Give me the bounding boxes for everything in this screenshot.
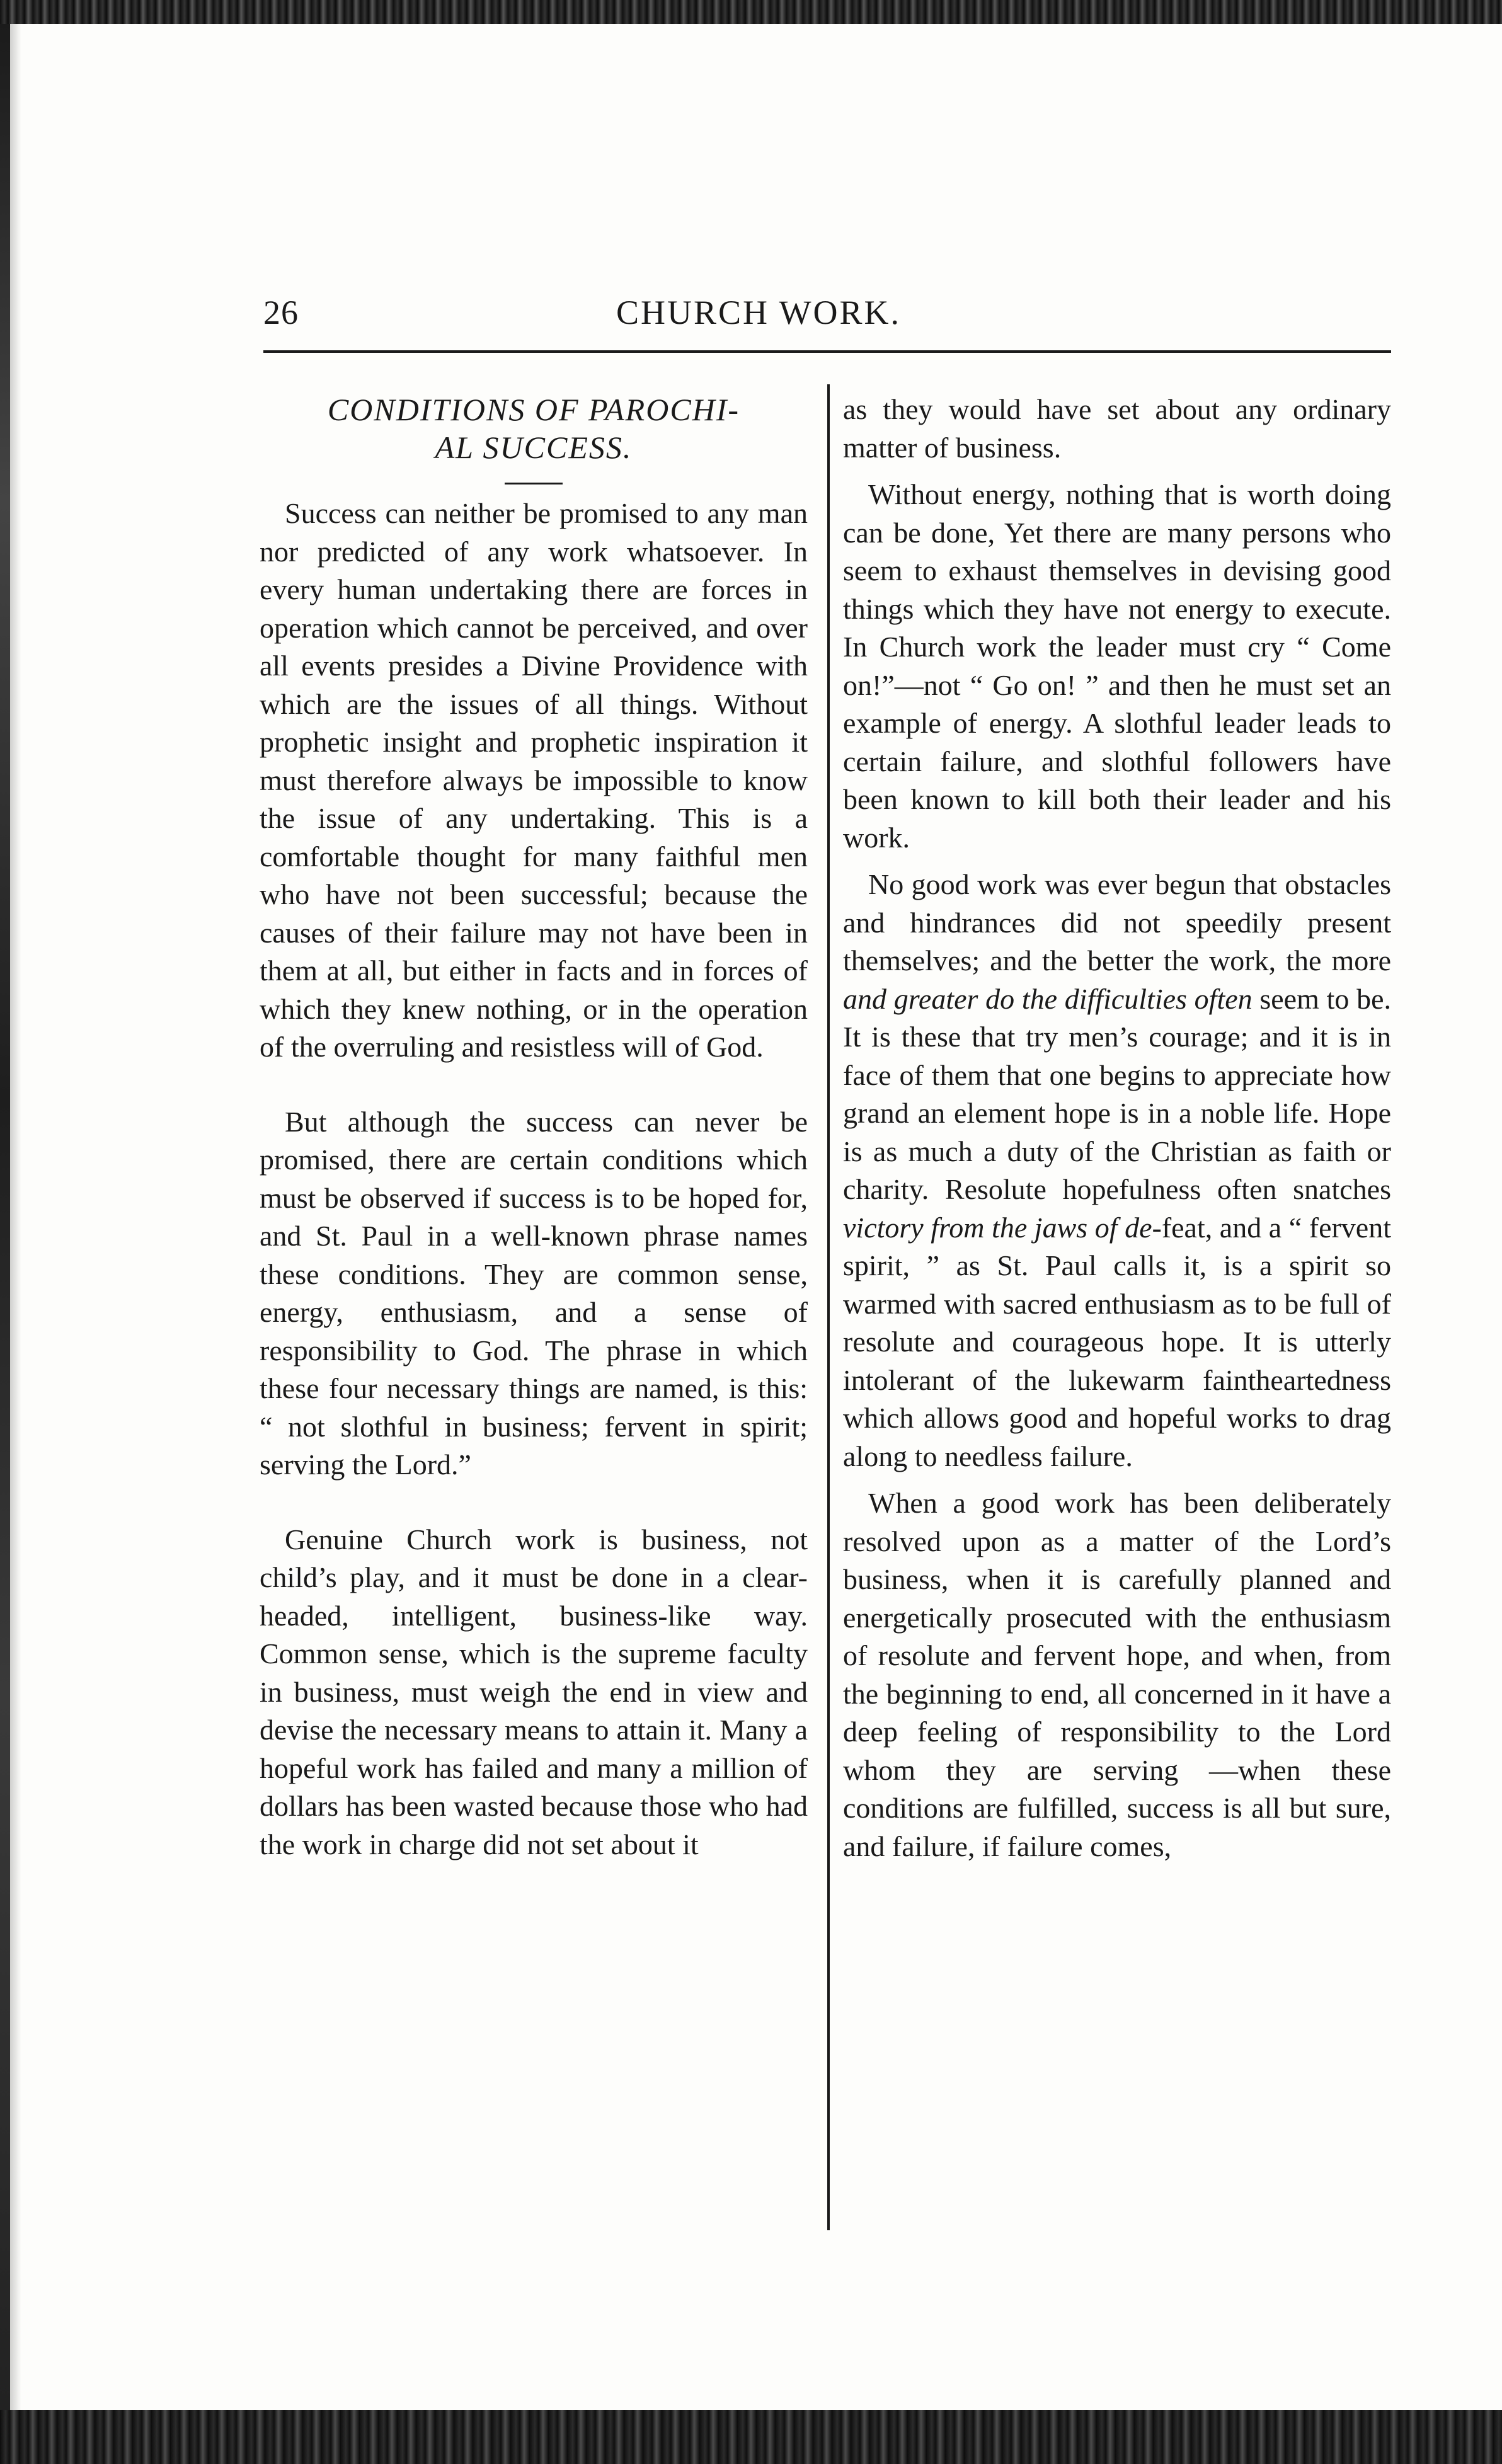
paragraph-5-text-b: seem to be. It is these that try men’s courage; and it is in face of them that one begins to appreciate how grand an element hope is in a noble life. Hope is as much a duty of the Christian as faith or charity. Resolute hopefulness often snatches	[843, 982, 1391, 1205]
paragraph-5-text-a: No good work was ever begun that obstacles and hindrances did not speedily present themselves; and the better the work, the more	[843, 868, 1391, 977]
paragraph-4: Without energy, nothing that is worth doing can be done, Yet there are many persons who seem to exhaust themselves in devising good things which they have not energy to execute. In Church work the leader must cry “ Come on!”—not “ Go on! ” and then he must set an example of energy. A slothful leader leads to certain failure, and slothful followers have been known to kill both their leader and his work.	[843, 478, 1391, 854]
paragraph-5	[843, 866, 1391, 1476]
paragraph-1: Success can neither be promised to any man nor predicted of any work whatsoever. In every human undertaking there are forces in operation which cannot be perceived, and over all events presides a Divine Providence with which are the issues of all things. Without prophetic insight and prophetic inspiration it must therefore always be impossible to know the issue of any undertaking. This is a comfortable thought for many faithful men who have not been successful; because the causes of their failure may not have been in them at all, but either in facts and in forces of which they knew nothing, or in the operation of the overruling and resistless will of God.	[260, 497, 808, 1063]
right-column	[843, 391, 1391, 1865]
paragraph-3: Genuine Church work is business, not child’s play, and it must be done in a clear-headed, intelligent, business-like way. Common sense, which is the supreme faculty in business, must weigh the end in view and devise the necessary means to attain it. Many a hopeful work has failed and many a million of dollars has been wasted because those who had the work in charge did not set about it	[260, 1523, 808, 1860]
scan-edge-top	[0, 0, 1502, 24]
page-number: 26	[263, 294, 299, 331]
column-divider	[827, 384, 830, 2230]
paragraph-5-italic-b: victory from the jaws of de-	[843, 1211, 1162, 1244]
paragraph-5-text-c: feat, and a “ fervent spirit, ” as St. Paul calls it, is a spirit so warmed with sacred enthusiasm as to be full of resolute and courageous hope. It is utterly intolerant of the lukewarm faintheartedness which allows good and hopeful works to drag along to needless failure.	[843, 1211, 1392, 1472]
paragraph-6: When a good work has been deliberately resolved upon as a matter of the Lord’s business, when it is carefully planned and energetically prosecuted with the enthusiasm of resolute and fervent hope, and when, from the beginning to end, all concerned in it have a deep feeling of responsibility to the Lord whom they are serving —when these conditions are fulfilled, success is all but sure, and failure, if failure comes,	[843, 1487, 1391, 1862]
article-title	[260, 391, 808, 466]
running-title: CHURCH WORK.	[616, 294, 902, 331]
header-rule	[263, 350, 1391, 353]
paragraph-5-italic-a: and greater do the difficulties often	[843, 982, 1253, 1015]
title-rule	[505, 483, 563, 484]
paragraph-3-continued: as they would have set about any ordinary matter of business.	[843, 393, 1391, 464]
article-title-line-2: AL SUCCESS.	[435, 430, 633, 465]
left-column	[260, 391, 808, 1864]
paragraph-2: But although the success can never be promised, there are certain conditions which must be observed if success is to be hoped for, and St. Paul in a well-known phrase names these conditions. They are common sense, energy, enthusiasm, and a sense of responsibility to God. The phrase in which these four necessary things are named, is this: “ not slothful in business; fervent in spirit; serving the Lord.”	[260, 1105, 808, 1481]
page-header	[263, 287, 1391, 337]
binding-shadow	[10, 24, 21, 2410]
article-title-line-1: CONDITIONS OF PAROCHI-	[327, 392, 740, 427]
scan-edge-left	[0, 24, 10, 2410]
scan-edge-bottom	[0, 2410, 1502, 2464]
